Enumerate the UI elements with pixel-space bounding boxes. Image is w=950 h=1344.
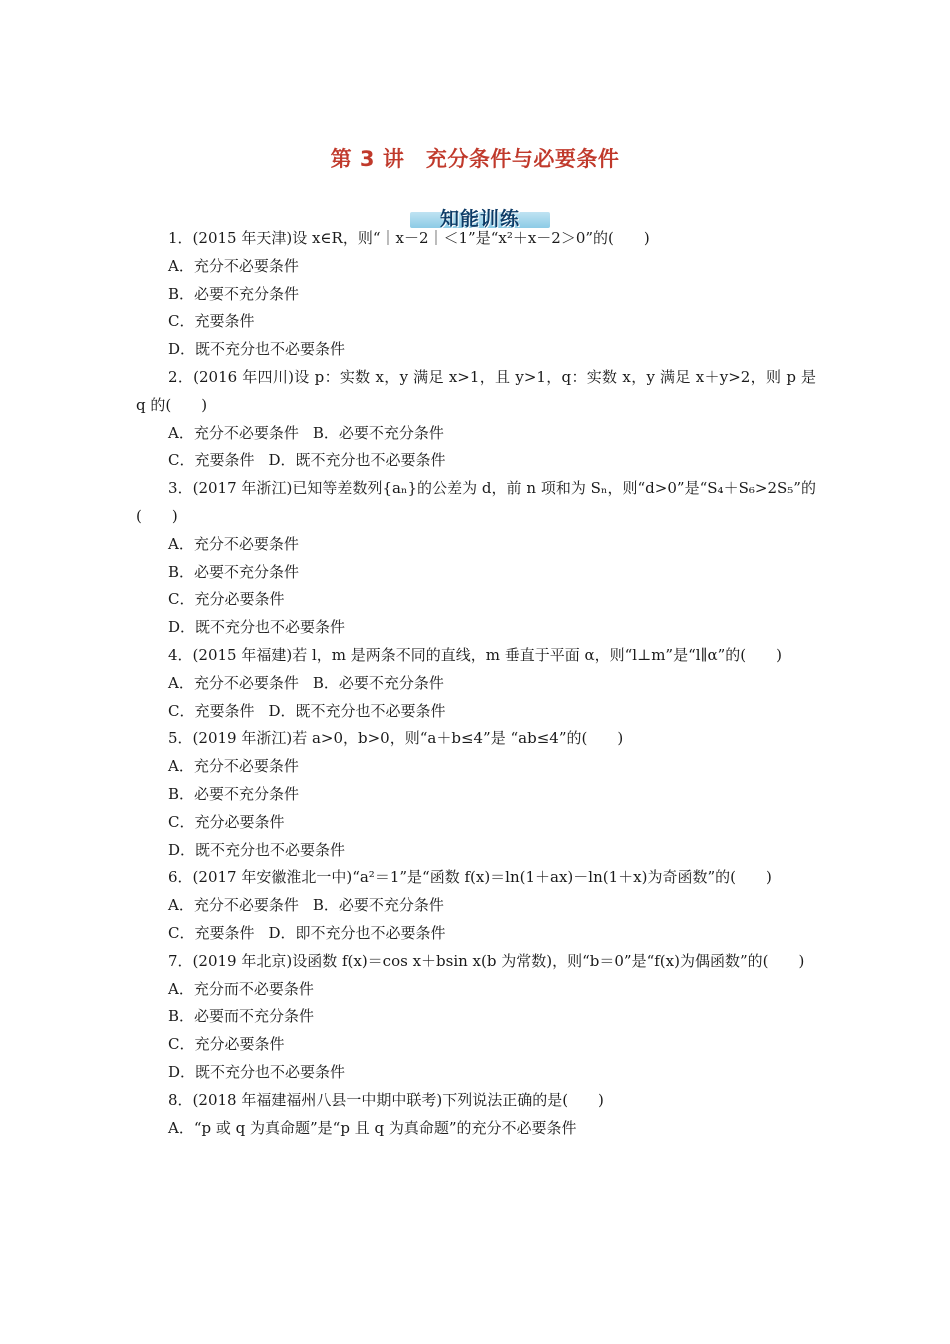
question-2-stem: 2．(2016 年四川)设 p：实数 x，y 满足 x>1，且 y>1，q：实数 x，y 满足 x＋y>2，则 p 是 q 的( ) bbox=[136, 367, 816, 414]
question-3-option-b: B．必要不充分条件 bbox=[168, 562, 300, 581]
question-4-stem: 4．(2015 年福建)若 l，m 是两条不同的直线，m 垂直于平面 α，则“l⊥m”是“l∥α”的( ) bbox=[168, 645, 782, 664]
question-3-stem: 3．(2017 年浙江)已知等差数列{aₙ}的公差为 d，前 n 项和为 Sₙ，则“d>0”是“S₄＋S₆>2S₅”的( ) bbox=[136, 479, 816, 525]
question-4-option-c: C．充要条件 bbox=[168, 701, 255, 720]
question-4-option-b: B．必要不充分条件 bbox=[312, 673, 444, 692]
question-6-option-a: A．充分不必要条件 bbox=[168, 896, 299, 915]
question-6-option-c: C．充要条件 bbox=[168, 923, 255, 942]
question-1-option-a: A．充分不必要条件 bbox=[168, 256, 299, 275]
question-2-option-c: C．充要条件 bbox=[168, 451, 255, 470]
question-4-option-d: D．既不充分也不必要条件 bbox=[268, 701, 446, 720]
question-3-option-d: D．既不充分也不必要条件 bbox=[168, 618, 346, 637]
question-2-options-row-2 bbox=[136, 447, 816, 475]
question-7-stem: 7．(2019 年北京)设函数 f(x)＝cos x＋bsin x(b 为常数)，则“b＝0”是“f(x)为偶函数”的( ) bbox=[168, 951, 805, 970]
question-7-option-c: C．充分必要条件 bbox=[168, 1035, 285, 1054]
question-6-option-d: D．即不充分也不必要条件 bbox=[268, 923, 446, 942]
question-3-option-a: A．充分不必要条件 bbox=[168, 534, 299, 553]
question-list bbox=[136, 225, 816, 1142]
question-3-option-c: C．充分必要条件 bbox=[168, 590, 285, 609]
question-7-option-d: D．既不充分也不必要条件 bbox=[168, 1062, 346, 1081]
question-5-option-d: D．既不充分也不必要条件 bbox=[168, 840, 346, 859]
question-6-options-row-2 bbox=[136, 920, 816, 948]
question-7-option-a: A．充分而不必要条件 bbox=[168, 979, 314, 998]
question-5-option-a: A．充分不必要条件 bbox=[168, 757, 299, 776]
question-1-stem: 1．(2015 年天津)设 x∈R，则“｜x－2｜＜1”是“x²＋x－2＞0”的( ) bbox=[168, 229, 650, 247]
question-2-option-a: A．充分不必要条件 bbox=[168, 423, 299, 442]
question-5-option-b: B．必要不充分条件 bbox=[168, 784, 300, 803]
question-6-options-row-1 bbox=[136, 892, 816, 920]
question-7-option-b: B．必要而不充分条件 bbox=[168, 1007, 315, 1026]
question-2-options-row-1 bbox=[136, 420, 816, 448]
question-2-option-b: B．必要不充分条件 bbox=[312, 423, 444, 442]
question-4-options-row-2 bbox=[136, 698, 816, 726]
question-5-stem: 5．(2019 年浙江)若 a>0，b>0，则“a＋b≤4”是 “ab≤4”的( ) bbox=[168, 729, 624, 748]
question-1-option-d: D．既不充分也不必要条件 bbox=[168, 340, 346, 359]
question-8-stem: 8．(2018 年福建福州八县一中期中联考)下列说法正确的是( ) bbox=[168, 1090, 604, 1109]
question-4-option-a: A．充分不必要条件 bbox=[168, 673, 299, 692]
question-1-option-b: B．必要不充分条件 bbox=[168, 284, 300, 303]
question-6-option-b: B．必要不充分条件 bbox=[312, 896, 444, 915]
banner-label: 知能训练 bbox=[439, 208, 520, 230]
question-2-option-d: D．既不充分也不必要条件 bbox=[268, 451, 446, 470]
question-4-options-row-1 bbox=[136, 670, 816, 698]
question-6-stem: 6．(2017 年安徽淮北一中)“a²＝1”是“函数 f(x)＝ln(1＋ax)－ln(1＋x)为奇函数”的( ) bbox=[168, 868, 772, 887]
question-1-option-c: C．充要条件 bbox=[168, 312, 255, 331]
question-5-option-c: C．充分必要条件 bbox=[168, 812, 285, 831]
question-8-option-a: A．“p 或 q 为真命题”是“p 且 q 为真命题”的充分不必要条件 bbox=[168, 1118, 577, 1137]
page-title: 第 3 讲 充分条件与必要条件 bbox=[330, 147, 620, 171]
